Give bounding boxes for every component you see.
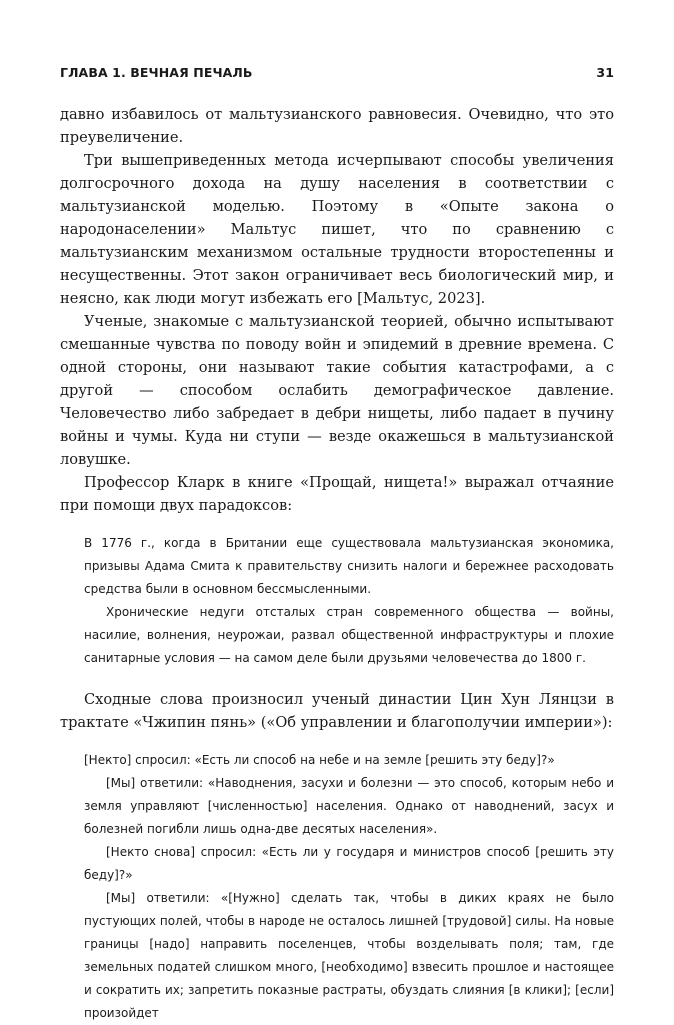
block-quote-zhiping [84,749,614,1025]
paragraph-continuation: давно избавилось от мальтузианского равновесия. Очевидно, что это преувеличение. [60,106,614,146]
page-number: 31 [596,64,614,80]
quote-paragraph: [Некто] спросил: «Есть ли способ на небе и на земле [решить эту беду]?» [84,753,555,767]
quote-paragraph: [Некто снова] спросил: «Есть ли у государя и министров способ [решить эту беду]?» [84,845,614,882]
page-body [60,103,614,1025]
block-quote-clark [84,532,614,670]
paragraph-clark: Профессор Кларк в книге «Прощай, нищета!» выражал отчаяние при помощи двух парадоксов: [60,474,614,514]
paragraph-hong-liangji: Сходные слова произносил ученый династии Цин Хун Лянцзи в трактате «Чжипин пянь» («Об управлении и благополучии империи»): [60,691,614,731]
paragraph-methods: Три вышеприведенных метода исчерпывают способы увеличения долгосрочного дохода на душу населения в соответствии с мальтузианской моделью. Поэтому в «Опыте закона о народонаселении» Мальтус пишет, что по сравнению с мальтузианским механизмом остальные трудности второстепенны и несущественны. Этот закон ограничивает весь биологический мир, и неясно, как люди могут избежать его [Мальтус, 2023]. [60,152,614,307]
quote-paragraph: [Мы] ответили: «[Нужно] сделать так, чтобы в диких краях не было пустующих полей, чтобы в народе не осталось лишней [трудовой] силы. На новые границы [надо] направить поселенцев, чтобы возделывать поля; там, где земельных податей слишком много, [необходимо] взвесить прошлое и настоящее и сократить их; запретить показные растраты, обуздать слияния [в клики]; [если] произойдет [84,891,614,1020]
quote-paragraph: Хронические недуги отсталых стран современного общества — войны, насилие, волнения, неурожаи, развал общественной инфраструктуры и плохие санитарные условия — на самом деле были друзьями человечества до 1800 г. [84,605,614,665]
quote-paragraph: [Мы] ответили: «Наводнения, засухи и болезни — это способ, которым небо и земля управляют [численностью] населения. Однако от наводнений, засух и болезней погибли лишь одна-две десятых населения». [84,776,614,836]
chapter-title: ГЛАВА 1. ВЕЧНАЯ ПЕЧАЛЬ [60,64,253,80]
running-header [60,62,614,82]
quote-paragraph: В 1776 г., когда в Британии еще существовала мальтузианская экономика, призывы Адама Смита к правительству снизить налоги и бережнее расходовать средства были в основном бессмысленными. [84,536,614,596]
paragraph-scientists: Ученые, знакомые с мальтузианской теорией, обычно испытывают смешанные чувства по поводу войн и эпидемий в древние времена. С одной стороны, они называют такие события катастрофами, а с другой — способом ослабить демографическое давление. Человечество либо забредает в дебри нищеты, либо падает в пучину войны и чумы. Куда ни ступи — везде окажешься в мальтузианской ловушке. [60,313,614,468]
